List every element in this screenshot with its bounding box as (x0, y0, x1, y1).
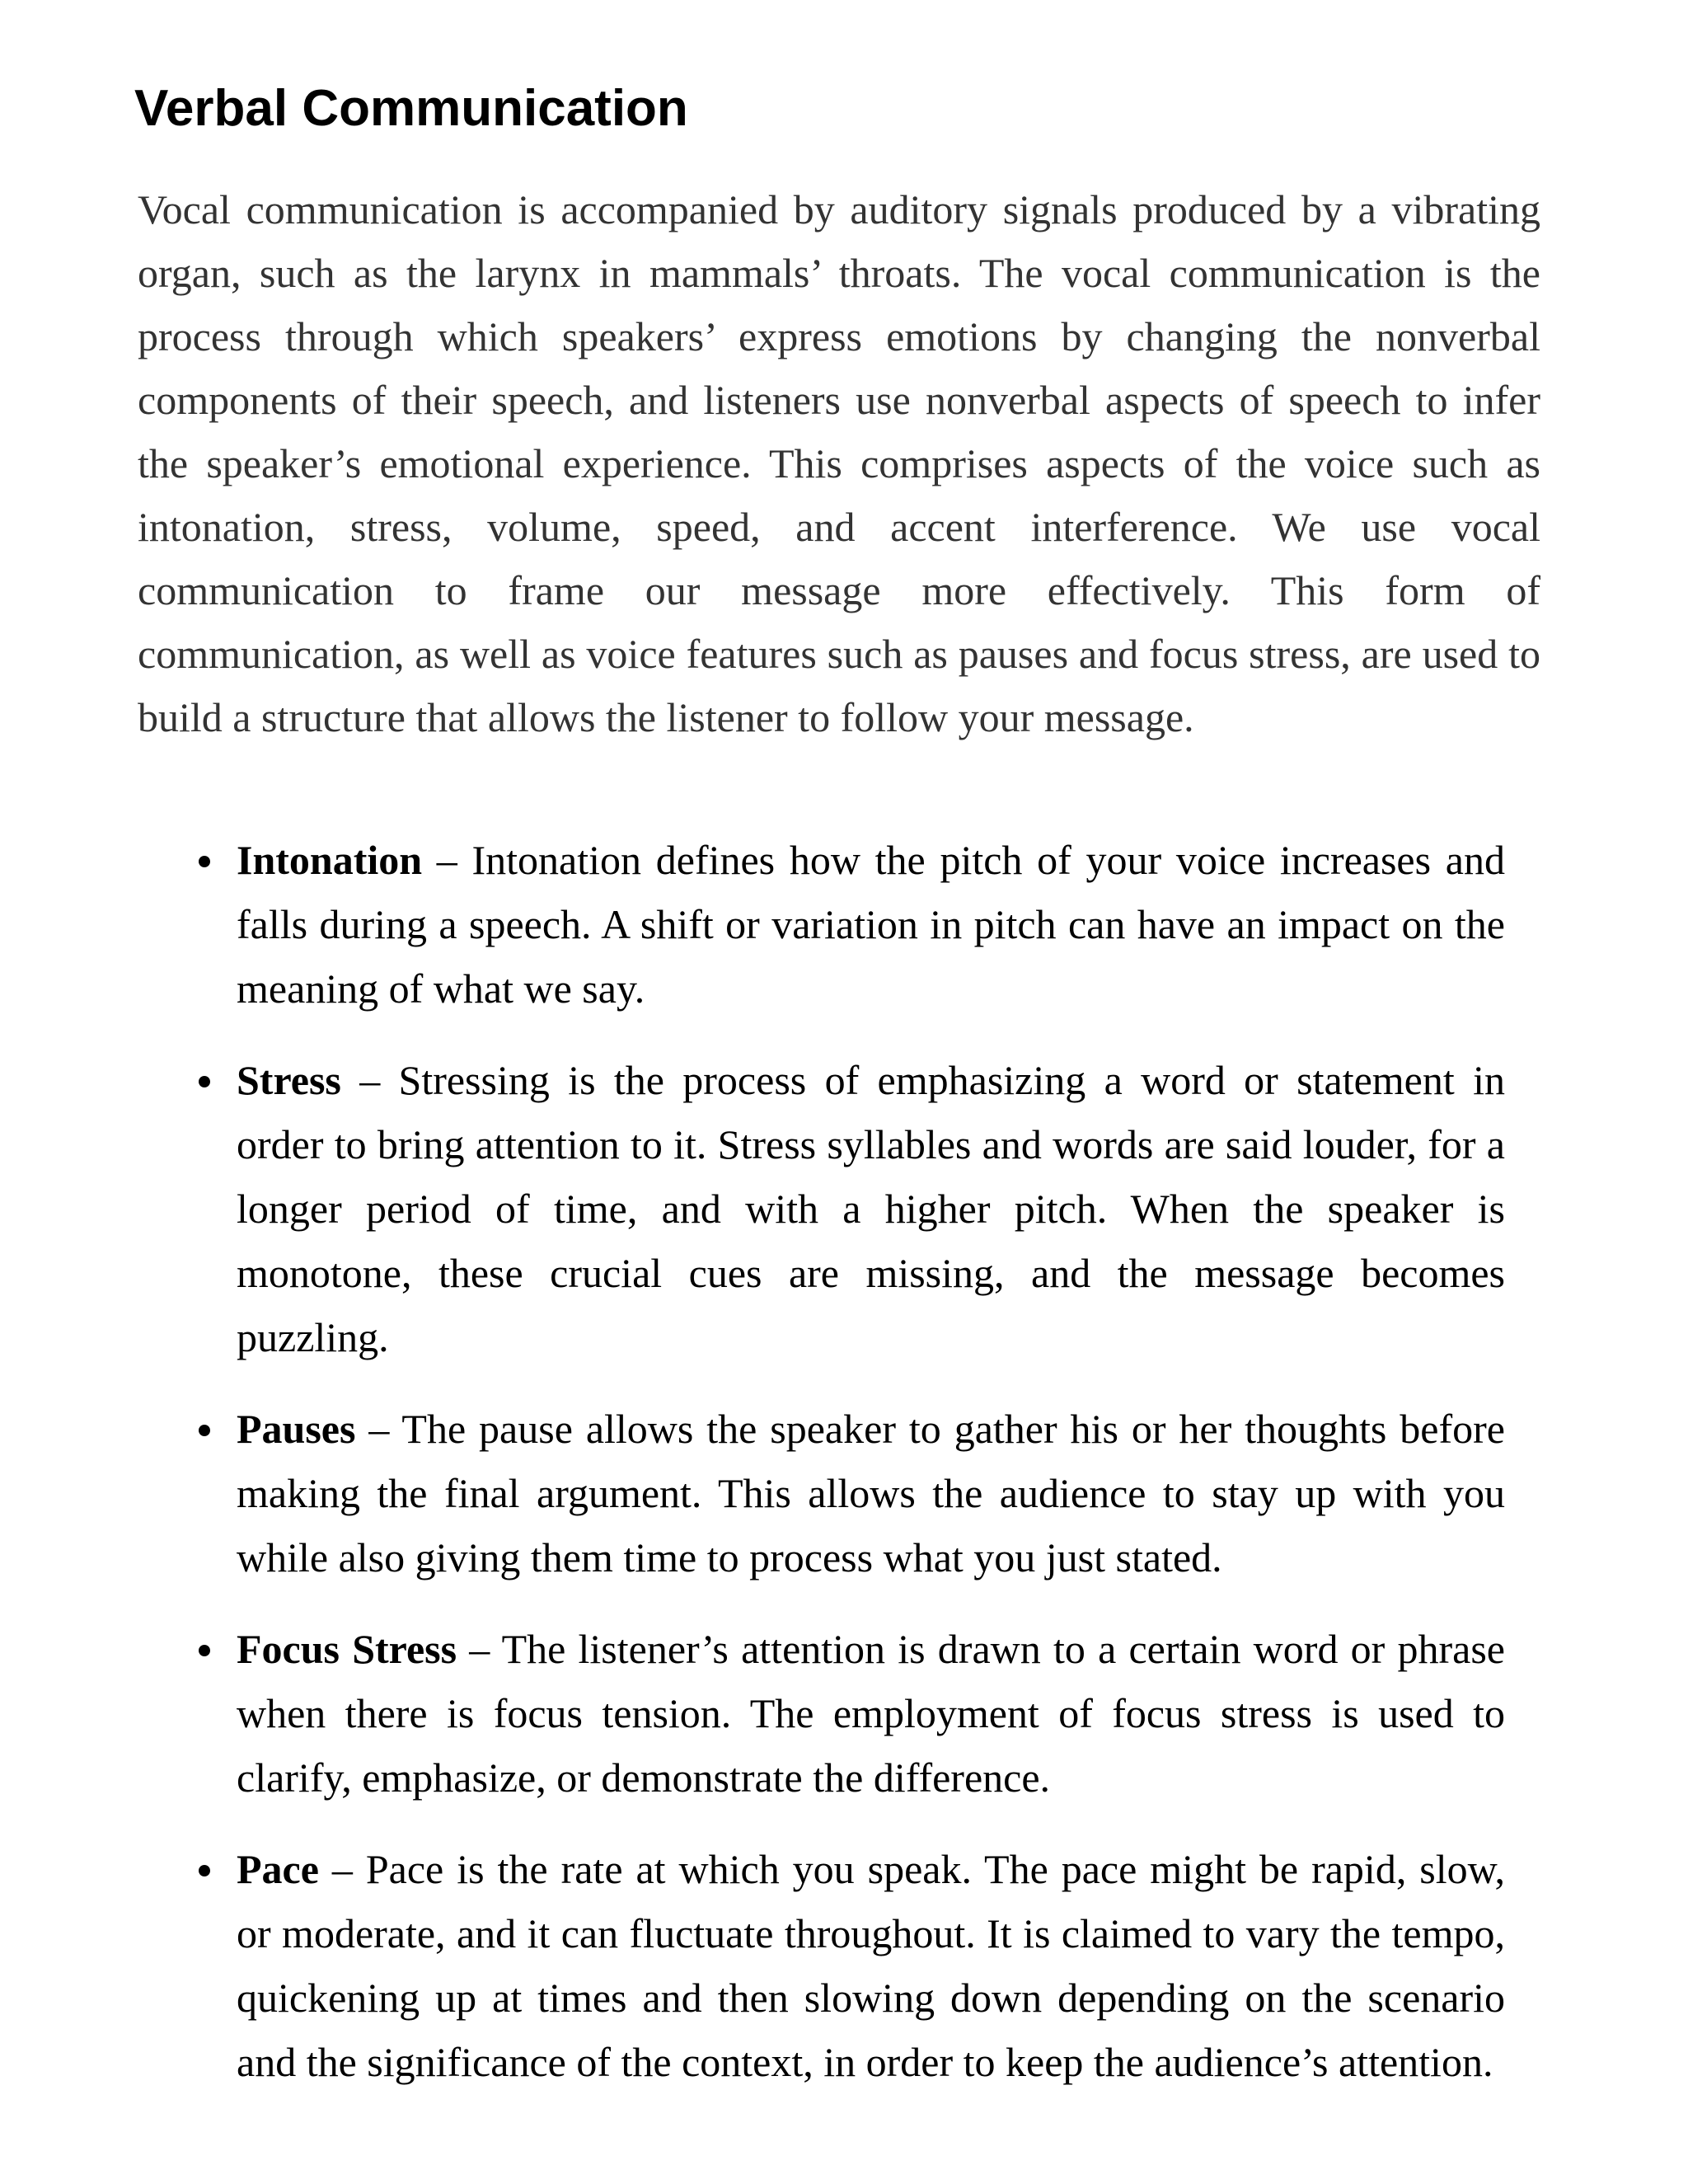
bullet-list (0, 828, 1688, 2094)
bullet-icon (199, 1645, 210, 1656)
list-item-pauses (237, 1397, 1505, 1590)
bullet-text: – Intonation defines how the pitch of your voice increases and falls during a speech. A shift or variation in pitch can have an impact on the meaning of what we say. (237, 837, 1505, 1012)
bullet-icon (199, 1865, 210, 1876)
bullet-term: Pace (237, 1846, 319, 1892)
bullet-text: – Pace is the rate at which you speak. The pace might be rapid, slow, or moderate, and it can fluctuate throughout. It is claimed to vary the tempo, quickening up at times and then slowing down depending on the scenario and the significance of the context, in order to keep the audience’s attention. (237, 1846, 1505, 2085)
bullet-icon (199, 1425, 210, 1436)
list-item-focus-stress (237, 1617, 1505, 1810)
bullet-term: Pauses (237, 1406, 356, 1452)
bullet-term: Focus Stress (237, 1626, 457, 1672)
bullet-icon (199, 1076, 210, 1087)
bullet-text: – Stressing is the process of emphasizing a word or statement in order to bring attention to it. Stress syllables and words are said louder, for a longer period of time, and with a higher pitch. When the speaker is monotone, these crucial cues are missing, and the message becomes puzzling. (237, 1057, 1505, 1360)
bullet-text: – The pause allows the speaker to gather his or her thoughts before making the final argument. This allows the audience to stay up with you while also giving them time to process what you just stated. (237, 1406, 1505, 1580)
page-title: Verbal Communication (134, 80, 688, 137)
bullet-icon (199, 856, 210, 867)
bullet-term: Intonation (237, 837, 423, 883)
intro-paragraph: Vocal communication is accompanied by auditory signals produced by a vibrating organ, such as the larynx in mammals’ throats. The vocal communication is the process through which speakers’ express emotions by changing the nonverbal components of their speech, and listeners use nonverbal aspects of speech to infer the speaker’s emotional experience. This comprises aspects of the voice such as intonation, stress, volume, speed, and accent interference. We use vocal communication to frame our message more effectively. This form of communication, as well as voice features such as pauses and focus stress, are used to build a structure that allows the listener to follow your message. (138, 186, 1540, 740)
list-item-pace (237, 1837, 1505, 2094)
bullet-term: Stress (237, 1057, 341, 1103)
list-item-intonation (237, 828, 1505, 1021)
bullet-text: – The listener’s attention is drawn to a certain word or phrase when there is focus tension. The employment of focus stress is used to clarify, emphasize, or demonstrate the difference. (237, 1626, 1505, 1801)
list-item-stress (237, 1048, 1505, 1369)
